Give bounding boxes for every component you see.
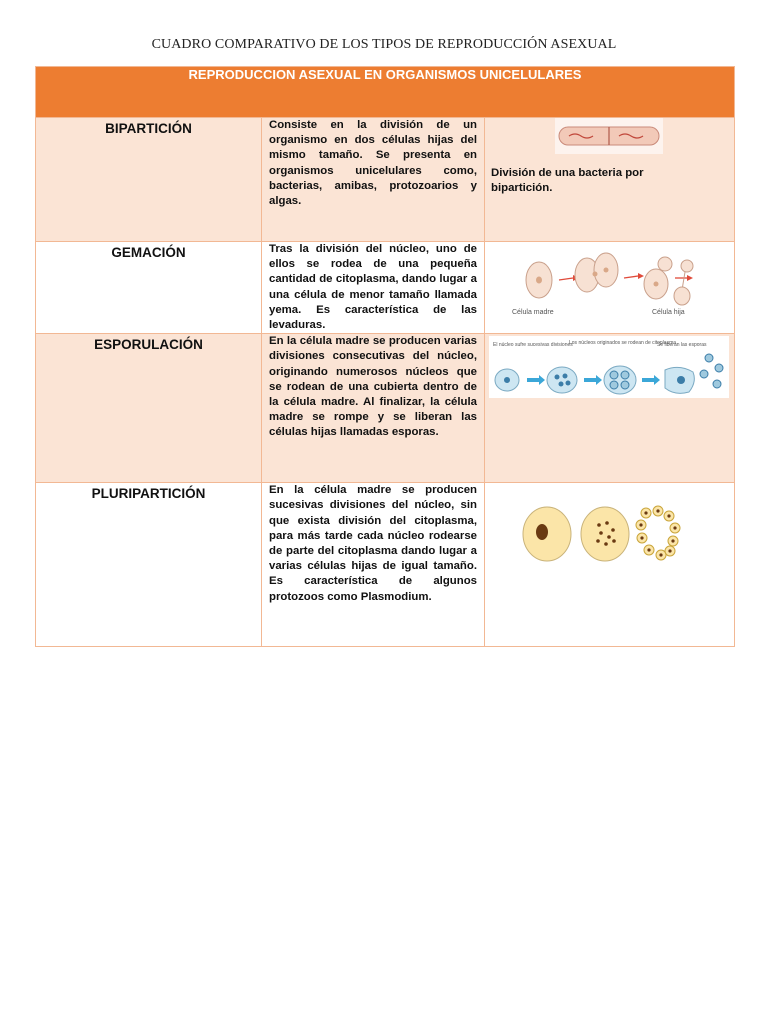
row-description-cell — [262, 118, 485, 242]
table-row — [36, 242, 735, 334]
row-description-cell — [262, 483, 485, 647]
row-description-cell — [262, 242, 485, 334]
sporulation-diagram-image — [489, 336, 729, 398]
mother-cell-label: Célula madre — [512, 309, 554, 316]
sporulation-step1-label: El núcleo sufre sucesivas divisiones — [493, 342, 573, 349]
plurpartition-diagram-image — [521, 503, 686, 565]
row-image-cell — [485, 242, 735, 334]
sporulation-step2-label: Los núcleos originados se rodean de citoplasma — [569, 340, 677, 347]
bipartition-caption: División de una bacteria por bipartición. — [491, 167, 644, 194]
row-image-cell — [485, 118, 735, 242]
budding-diagram-image — [507, 242, 717, 322]
table-header: REPRODUCCION ASEXUAL EN ORGANISMOS UNICELULARES — [36, 67, 735, 118]
row-description-cell — [262, 334, 485, 483]
row-name: ESPORULACIÓN — [94, 337, 203, 353]
row-image-cell — [485, 334, 735, 483]
row-name: PLURIPARTICIÓN — [91, 486, 206, 502]
row-name-cell — [36, 118, 262, 242]
row-description: En la célula madre se producen sucesivas divisiones del núcleo, sin que exista división del citoplasma, para más tarde cada núcleo rodearse de parte del citoplasma dando lugar a varias células hijas de igual tamaño. Es característica de algunos protozoos como Plasmodium. — [269, 484, 477, 603]
row-name-cell — [36, 334, 262, 483]
document-title: CUADRO COMPARATIVO DE LOS TIPOS DE REPRODUCCIÓN ASEXUAL — [151, 37, 617, 52]
row-name: GEMACIÓN — [111, 245, 186, 260]
row-description: Tras la división del núcleo, uno de ellos se rodea de una pequeña cantidad de citoplasma, dando lugar a una célula de menor tamaño llamada yema. Es característica de las levaduras. — [269, 243, 477, 332]
row-name: BIPARTICIÓN — [105, 121, 192, 136]
row-image-cell — [485, 483, 735, 647]
row-name-cell — [36, 483, 262, 647]
table-row — [36, 118, 735, 242]
table-row — [36, 483, 735, 647]
sporulation-step3-label: Se liberan las esporas — [657, 342, 707, 349]
comparison-table — [35, 66, 735, 647]
bacteria-bipartition-image — [555, 118, 663, 154]
table-header-row — [36, 67, 735, 118]
row-name-cell — [36, 242, 262, 334]
daughter-cell-label: Célula hija — [652, 309, 685, 316]
row-description: En la célula madre se producen varias divisiones consecutivas del núcleo, originando numerosos núcleos que se rodean de una cubierta dentro de la célula madre. Al finalizar, la célula madre se rompe y se liberan las células hijas llamadas esporas. — [269, 335, 477, 439]
row-description: Consiste en la división de un organismo en dos células hijas del mismo tamaño. Se presenta en organismos unicelulares como, bacterias, amibas, protozoarios y algas. — [269, 119, 477, 208]
table-row — [36, 334, 735, 483]
